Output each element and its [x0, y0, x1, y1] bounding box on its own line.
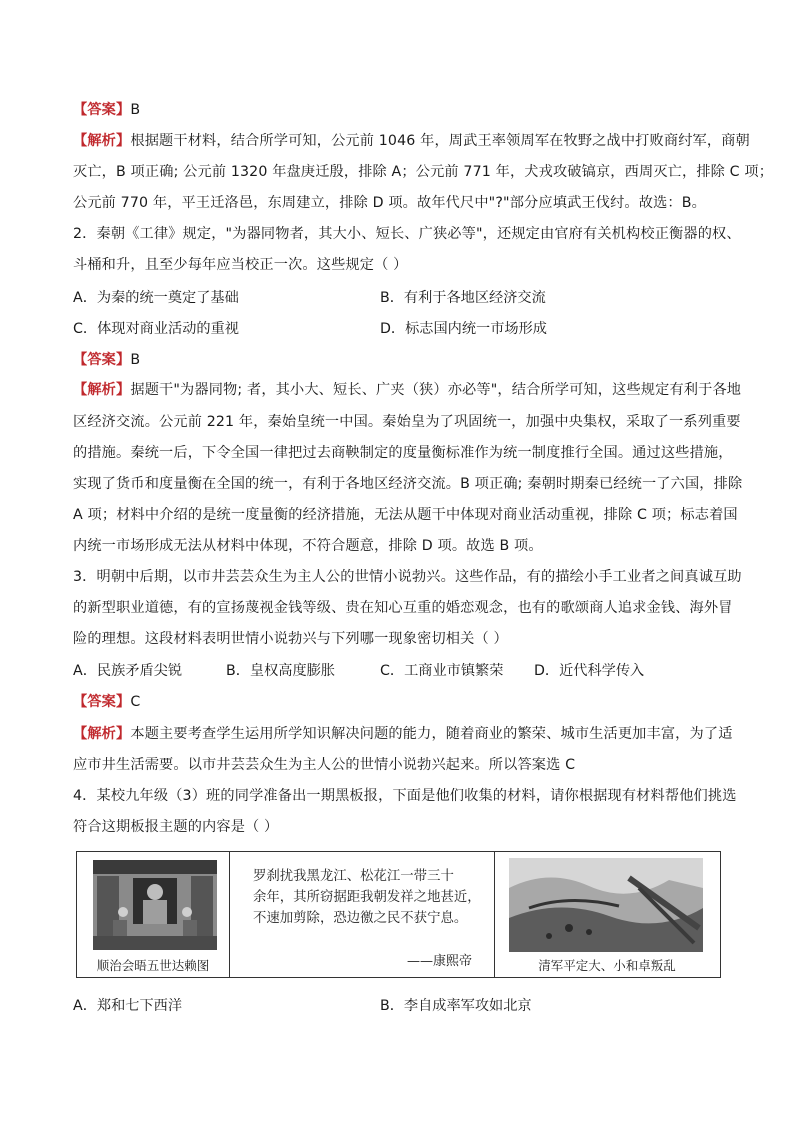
- q2-analysis-line: 实现了货币和度量衡在全国的统一，有利于各地区经济交流。B 项正确; 秦朝时期秦已经统一了六国，排除: [73, 476, 743, 492]
- q3-stem-line: 3．明朝中后期，以市井芸芸众生为主人公的世情小说勃兴。这些作品，有的描绘小手工业者之间真诚互助: [73, 569, 742, 585]
- q1-analysis-line: 灭亡，B 项正确; 公元前 1320 年盘庚迁殷，排除 A；公元前 771 年，犬戎攻破镐京，西周灭亡，排除 C 项；: [73, 164, 774, 180]
- q2-stem-line: 斗桶和升，且至少每年应当校正一次。这些规定（ ）: [73, 257, 408, 273]
- q2-stem-line: 2．秦朝《工律》规定，"为器同物者，其大小、短长、广狭必等"，还规定由官府有关机构校正衡器的权、: [73, 226, 741, 242]
- answer-tag: 【答案】: [73, 694, 131, 710]
- q2-option-b[interactable]: B．有利于各地区经济交流: [380, 290, 546, 306]
- q2-analysis-line: 区经济交流。公元前 221 年，秦始皇统一中国。秦始皇为了巩固统一，加强中央集权，采取了一系列重要: [73, 414, 741, 430]
- right-caption: 清军平定大、小和卓叛乱: [538, 958, 676, 973]
- q2-option-c[interactable]: C．体现对商业活动的重视: [73, 321, 239, 337]
- answer-value: B: [130, 352, 141, 368]
- q4-stem-line: 符合这期板报主题的内容是（ ）: [73, 819, 279, 835]
- q2-option-a[interactable]: A．为秦的统一奠定了基础: [73, 290, 239, 306]
- q2-option-d[interactable]: D．标志国内统一市场形成: [380, 321, 547, 337]
- q2-analysis-line: 【解析】据题干"为器同物; 者，其小大、短长、广夹（狭）亦必等"，结合所学可知，这些规定有利于各地: [73, 382, 742, 398]
- q3-option-c[interactable]: C．工商业市镇繁荣: [380, 663, 504, 679]
- q1-analysis-line: 【解析】根据题干材料，结合所学可知，公元前 1046 年，周武王率领周军在牧野之战中打败商纣军，商朝: [73, 133, 750, 149]
- qing-army-battle-painting: [509, 858, 703, 952]
- q1-analysis-line: 公元前 770 年，平王迁洛邑，东周建立，排除 D 项。故年代尺中"?"部分应填武王伐纣。故选：B。: [73, 195, 706, 211]
- analysis-tag: 【解析】: [73, 726, 131, 742]
- analysis-tag: 【解析】: [73, 382, 131, 398]
- q3-option-b[interactable]: B．皇权高度膨胀: [226, 663, 336, 679]
- q2-analysis-line: 内统一市场形成无法从材料中体现，不符合题意，排除 D 项。故选 B 项。: [73, 538, 543, 554]
- shunzhi-dalai-painting: [93, 860, 217, 950]
- q4-material-figure: [76, 851, 721, 978]
- answer-tag: 【答案】: [73, 352, 131, 368]
- q4-stem-line: 4．某校九年级（3）班的同学准备出一期黑板报，下面是他们收集的材料，请你根据现有材料帮他们挑选: [73, 788, 737, 804]
- q3-option-d[interactable]: D．近代科学传入: [534, 663, 645, 679]
- q1-answer: [73, 101, 725, 119]
- q3-option-a[interactable]: A．民族矛盾尖锐: [73, 663, 183, 679]
- q3-analysis-line: 应市井生活需要。以市井芸芸众生为主人公的世情小说勃兴起来。所以答案选 C: [73, 757, 576, 773]
- q3-stem-line: 的新型职业道德，有的宣扬蔑视金钱等级、贵在知心互重的婚恋观念，也有的歌颂商人追求金钱、海外冒: [73, 600, 733, 616]
- q4-option-b[interactable]: B．李自成率军攻如北京: [380, 998, 532, 1014]
- q3-analysis-line: 【解析】本题主要考查学生运用所学知识解决问题的能力，随着商业的繁荣、城市生活更加丰富，为了适: [73, 726, 733, 742]
- answer-value: C: [130, 694, 141, 710]
- answer-value: B: [130, 102, 141, 118]
- left-caption: 顺治会晤五世达赖图: [96, 958, 210, 973]
- q4-option-a[interactable]: A．郑和七下西洋: [73, 998, 183, 1014]
- q3-stem-line: 险的理想。这段材料表明世情小说勃兴与下列哪一现象密切相关（ ）: [73, 631, 508, 647]
- figure-panel-right: [494, 852, 720, 977]
- figure-panel-quote: [229, 852, 495, 977]
- q2-analysis-line: 的措施。秦统一后，下令全国一律把过去商鞅制定的度量衡标准作为统一制度推行全国。通过这些措施，: [73, 445, 733, 461]
- answer-tag: 【答案】: [73, 102, 131, 118]
- kangxi-quote: 罗刹扰我黑龙江、松花江一带三十 余年，其所窃据距我朝发祥之地甚近， 不速加剪除，恐边徼之民不获宁息。: [253, 869, 481, 926]
- q2-analysis-line: A 项；材料中介绍的是统一度量衡的经济措施，无法从题干中体现对商业活动重视，排除 C 项；标志着国: [73, 507, 738, 523]
- q3-answer: [73, 693, 725, 711]
- quote-source: ——康熙帝: [406, 954, 472, 969]
- q2-answer: [73, 351, 725, 369]
- analysis-tag: 【解析】: [73, 133, 131, 149]
- figure-panel-left: [77, 852, 230, 977]
